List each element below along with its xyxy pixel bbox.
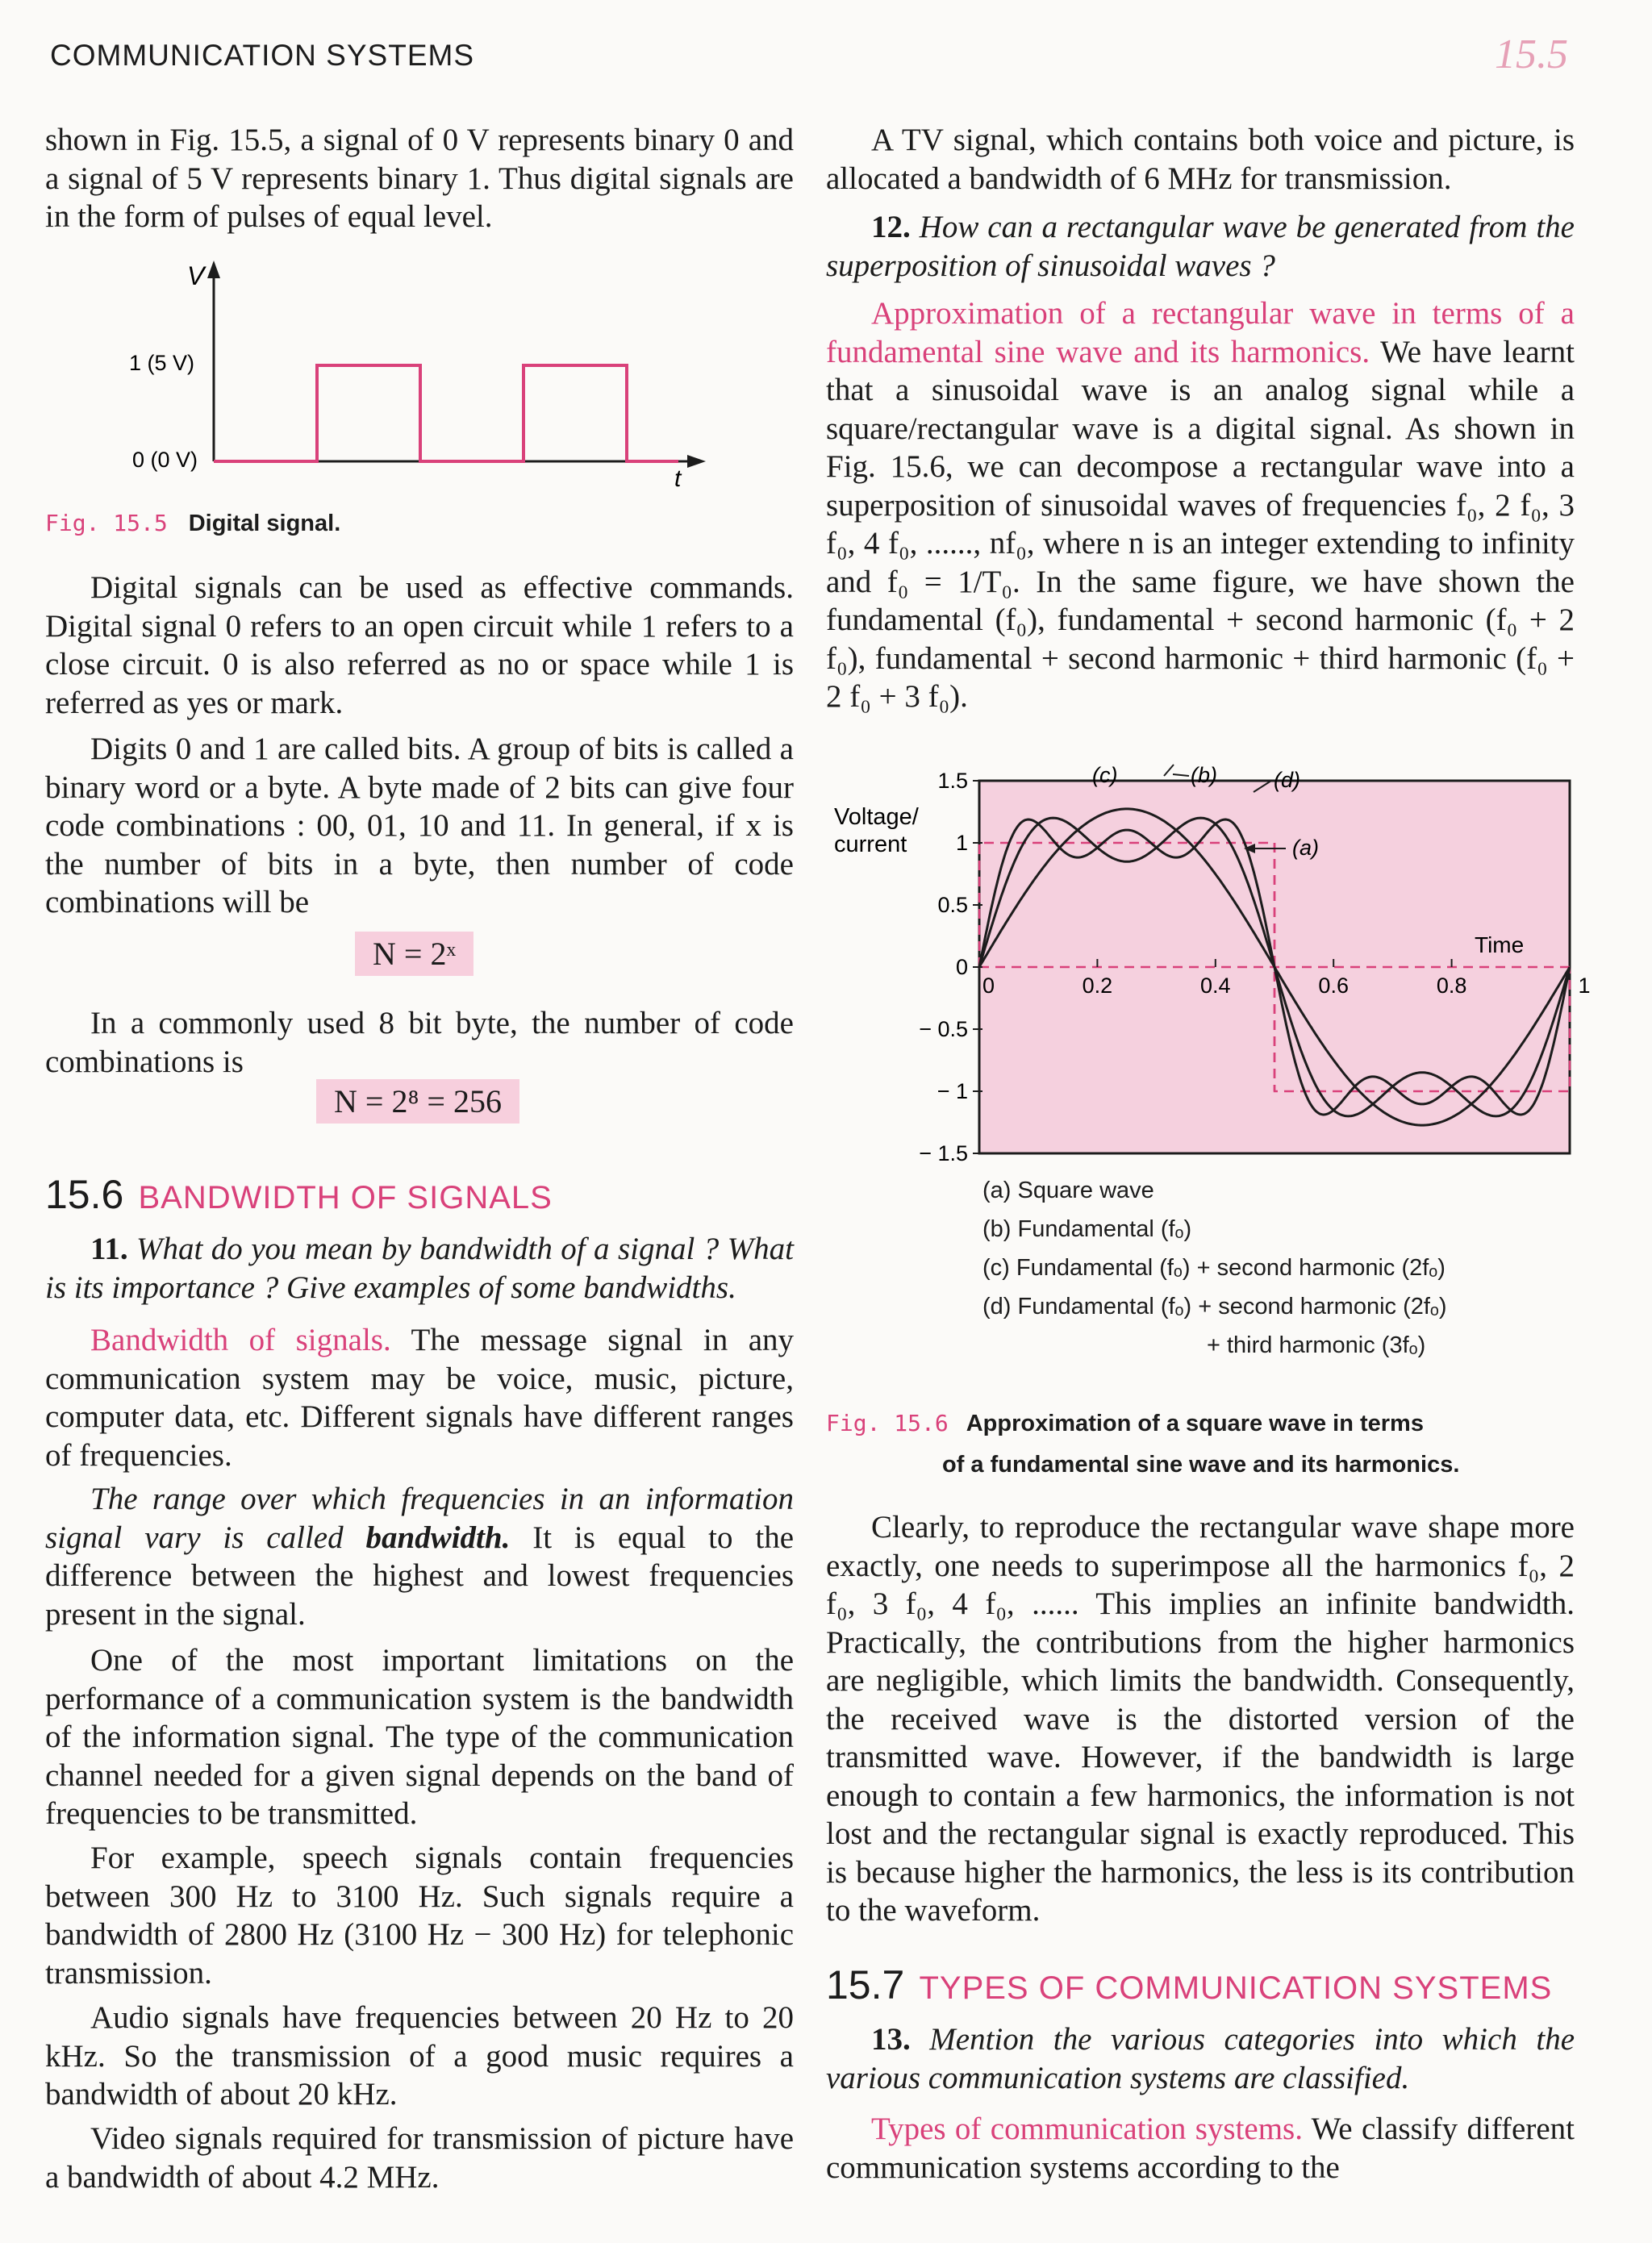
fig155-pulse-trace: [214, 365, 678, 461]
section-15-6-heading: [45, 1171, 553, 1218]
legend-item-c: (c) Fundamental (fₒ) + second harmonic (2fₒ): [982, 1255, 1446, 1281]
fig-15-5-digital-signal: [113, 254, 726, 496]
y-tick-label: 0: [955, 955, 968, 979]
section-title: TYPES OF COMMUNICATION SYSTEMS: [919, 1970, 1553, 2006]
equation-n-2x: N = 2ˣ: [355, 932, 473, 976]
approx-text: We have learnt that a sinusoidal wave is an analog signal while a square/rectangular wave is a digital signal. As shown in Fig. 15.6, we can decompose a rectangular wave into a superposition of sinusoidal waves of frequencies f₀, 2 f₀, 3 f₀, 4 f₀, ......, nf₀, where n is an integer extending to infinity and f₀ = 1/T₀. In the same figure, we have shown the fundamental (f₀), fundamental + second harmonic (f₀ + 2 f₀), fundamental + second harmonic + third harmonic (f₀ + 2 f₀ + 3 f₀).: [826, 334, 1575, 714]
y-tick-label: 0.5: [937, 893, 968, 917]
bits-paragraph: [45, 730, 794, 922]
q12-number: 12.: [871, 210, 911, 244]
video-text: Video signals required for transmission of picture have a bandwidth of about 4.2 MHz.: [45, 2121, 794, 2195]
q11-number: 11.: [90, 1232, 128, 1266]
x-tick-label: 1: [1578, 973, 1591, 998]
section-number: 15.6: [45, 1172, 124, 1217]
x-tick-label: 0: [982, 973, 995, 998]
section-15-7-heading: [826, 1962, 1552, 2008]
y-tick-label: 1.5: [937, 769, 968, 793]
fig155-level-low: 0 (0 V): [132, 448, 198, 472]
clearly-paragraph: [826, 1508, 1575, 1930]
question-12: [826, 208, 1575, 285]
bw-text: The message signal in any communication system may be voice, music, picture, computer data, etc. Different signals have different ranges of frequencies.: [45, 1323, 795, 1473]
x-tick-label: 0.6: [1318, 973, 1349, 998]
leader-c: [1164, 765, 1174, 776]
tv-paragraph: [826, 121, 1575, 198]
question-11: [45, 1230, 794, 1307]
equation-n-256: N = 2⁸ = 256: [316, 1079, 519, 1124]
section-title: BANDWIDTH OF SIGNALS: [138, 1180, 553, 1215]
limitation-paragraph: [45, 1641, 794, 1833]
label-a: (a): [1292, 836, 1319, 860]
leader-b: [1173, 774, 1189, 776]
approx-lead: Approximation of a rectangular wave in terms of a fundamental sine wave and its harmonics.: [826, 296, 1575, 369]
q12-text: How can a rectangular wave be generated from the superposition of sinusoidal waves ?: [826, 210, 1575, 283]
fig156-legend: [982, 1171, 1447, 1365]
types-lead: Types of communication systems.: [871, 2112, 1303, 2146]
q11-text: What do you mean by bandwidth of a signal ? What is its importance ? Give examples of some bandwidths.: [45, 1232, 795, 1305]
speech-paragraph: [45, 1839, 794, 1992]
y-ticks: [919, 769, 982, 1165]
ylabel-line2: current: [834, 832, 907, 857]
8bit-text: In a commonly used 8 bit byte, the number of code combinations is: [45, 1006, 794, 1079]
label-b: (b): [1191, 763, 1217, 787]
tv-text: A TV signal, which contains both voice and picture, is allocated a bandwidth of 6 MHz for transmission.: [826, 123, 1575, 196]
clearly-text: Clearly, to reproduce the rectangular wave shape more exactly, one needs to superimpose all the harmonics f₀, 2 f₀, 3 f₀, 4 f₀, ...... This implies an infinite bandwidth. Practically, the contributions from the higher harmonics are negligible, which limits the bandwidth. Consequently, the received wave is the distorted version of the transmitted wave. However, if the bandwidth is large enough to contain a few harmonics, the information is not lost and the rectangular signal is exactly reproduced. This is because higher the harmonics, the less is its contribution to the waveform.: [826, 1510, 1575, 1928]
def-a: The range over which frequencies in an information signal vary is called: [45, 1482, 794, 1555]
running-header: COMMUNICATION SYSTEMS: [50, 39, 474, 72]
fig156-caption-line1: Approximation of a square wave in terms: [966, 1411, 1424, 1436]
fig156-caption-label: Fig. 15.6: [826, 1410, 949, 1436]
x-tick-label: 0.4: [1200, 973, 1231, 998]
fig155-t-label: t: [674, 465, 682, 492]
y-axis-arrow-icon: [207, 261, 220, 278]
x-axis-arrow-icon: [687, 455, 706, 468]
fig156-caption: [826, 1405, 1459, 1487]
bandwidth-paragraph: [45, 1321, 794, 1474]
q13-text: Mention the various categories into which the various communication systems are classified.: [826, 2022, 1575, 2095]
audio-text: Audio signals have frequencies between 20 Hz to 20 kHz. So the transmission of a good music requires a bandwidth of about 20 kHz.: [45, 2000, 794, 2112]
types-text: We classify different communication systems according to the: [826, 2112, 1575, 2185]
def-bold: bandwidth.: [365, 1520, 511, 1555]
8bit-paragraph: [45, 1004, 794, 1081]
def-b: It is equal to the difference between the highest and lowest frequencies present in the signal.: [45, 1520, 795, 1632]
y-tick-label: 1: [955, 831, 968, 855]
intro-text: shown in Fig. 15.5, a signal of 0 V represents binary 0 and a signal of 5 V represents binary 1. Thus digital signals are in the form of pulses of equal level.: [45, 123, 794, 234]
fig155-caption-label: Fig. 15.5: [45, 510, 168, 536]
q13-number: 13.: [871, 2022, 911, 2057]
legend-item-a: (a) Square wave: [982, 1178, 1154, 1203]
fig156-caption-line2: of a fundamental sine wave and its harmonics.: [942, 1452, 1460, 1478]
commands-text: Digital signals can be used as effective commands. Digital signal 0 refers to an open circuit while 1 refers to a close circuit. 0 is also referred as no or space while 1 is referred as yes or mark.: [45, 570, 794, 720]
x-tick-label: 0.8: [1436, 973, 1467, 998]
video-paragraph: [45, 2120, 794, 2196]
bw-lead: Bandwidth of signals.: [90, 1323, 391, 1357]
legend-item-d: (d) Fundamental (fₒ) + second harmonic (2fₒ): [982, 1294, 1447, 1320]
bits-text: Digits 0 and 1 are called bits. A group of bits is called a binary word or a byte. A byte made of 2 bits can give four code combinations : 00, 01, 10 and 11. In general, if x is the number of bits in a byte, then number of code combinations will be: [45, 732, 794, 919]
y-tick-label: − 1: [937, 1079, 968, 1103]
legend-item-d-cont: + third harmonic (3fₒ): [1207, 1332, 1426, 1358]
page-number: 15.5: [1495, 31, 1568, 77]
speech-text: For example, speech signals contain frequencies between 300 Hz to 3100 Hz. Such signals require a bandwidth of 2800 Hz (3100 Hz − 300 Hz) for telephonic transmission.: [45, 1841, 794, 1991]
fig155-caption-text: Digital signal.: [188, 511, 341, 536]
commands-paragraph: [45, 569, 794, 722]
definition-paragraph: [45, 1480, 794, 1633]
label-d: (d): [1274, 768, 1300, 792]
legend-item-b: (b) Fundamental (fₒ): [982, 1216, 1192, 1242]
label-c: (c): [1092, 763, 1118, 787]
section-number: 15.7: [826, 1962, 905, 2007]
x-tick-label: 0.2: [1082, 973, 1113, 998]
fig156-ylabel: [834, 804, 920, 857]
types-paragraph: [826, 2110, 1575, 2187]
fig155-v-label: V: [187, 261, 205, 290]
y-tick-label: − 0.5: [919, 1017, 968, 1041]
fig156-xlabel: Time: [1475, 932, 1525, 957]
approximation-paragraph: [826, 294, 1575, 716]
audio-paragraph: [45, 1999, 794, 2114]
limit-text: One of the most important limitations on the performance of a communication system is the bandwidth of the information signal. The type of the communication channel needed for a given signal depends on the band of frequencies to be transmitted.: [45, 1643, 794, 1831]
fig155-axes: [207, 261, 706, 468]
fig155-caption: [45, 510, 340, 537]
intro-paragraph: [45, 121, 794, 236]
ylabel-line1: Voltage/: [834, 804, 919, 830]
question-13: [826, 2020, 1575, 2097]
y-tick-label: − 1.5: [919, 1141, 968, 1165]
fig-15-6-chart: [826, 758, 1591, 1165]
fig155-level-high: 1 (5 V): [129, 351, 195, 375]
